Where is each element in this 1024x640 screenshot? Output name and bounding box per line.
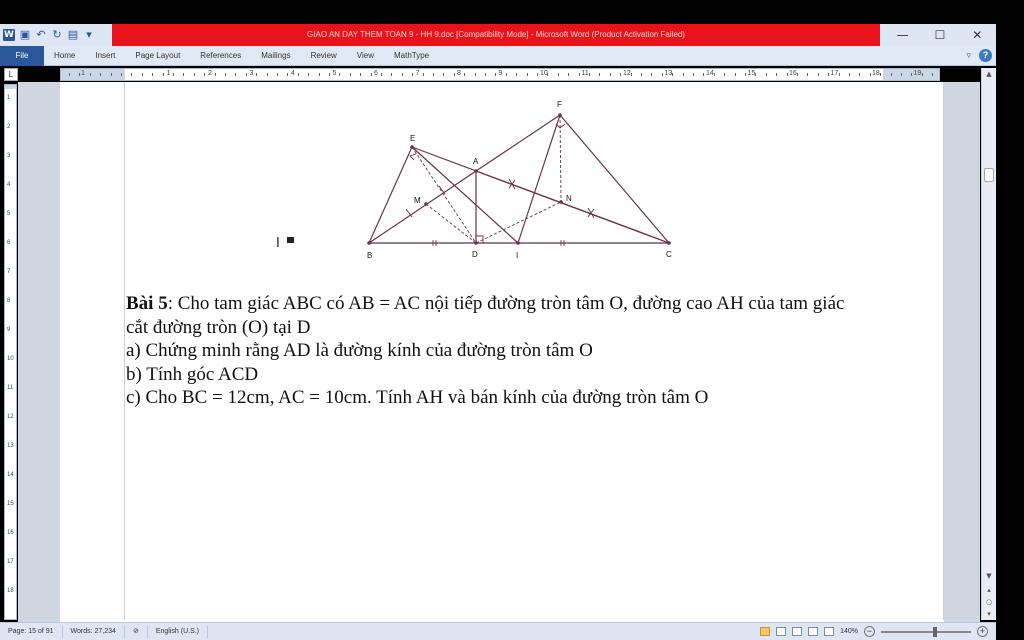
- tab-references[interactable]: References: [200, 50, 242, 60]
- ruler-tick: [215, 73, 216, 76]
- ruler-tick: [599, 73, 600, 76]
- ruler-tick: [246, 73, 247, 76]
- ruler-tick: [256, 73, 257, 76]
- ruler-tick: [787, 73, 788, 76]
- ruler-tick: [506, 73, 507, 76]
- ruler-tick: [485, 73, 486, 76]
- ruler-tick: [527, 73, 528, 76]
- right-angle-e: [410, 154, 416, 160]
- redo-icon[interactable]: ↻: [52, 28, 62, 41]
- vruler-number: 18: [7, 588, 14, 594]
- word-logo-icon[interactable]: W: [4, 30, 14, 40]
- tab-insert[interactable]: Insert: [95, 50, 116, 60]
- tab-view[interactable]: View: [356, 50, 374, 60]
- ruler-number: 17: [830, 70, 839, 77]
- point-d-dot: [474, 241, 478, 245]
- ruler-margin-left: [61, 69, 125, 80]
- tab-mailings[interactable]: Mailings: [261, 50, 291, 60]
- ruler-number: 12: [623, 70, 631, 77]
- minimize-ribbon-icon[interactable]: ▿: [966, 50, 971, 61]
- ruler-tick: [90, 73, 91, 76]
- ruler-tick: [298, 73, 299, 76]
- dash-dn: [476, 202, 561, 243]
- ruler-number: 8: [457, 70, 461, 77]
- zoom-level[interactable]: 140%: [840, 628, 858, 635]
- vruler-number: 6: [7, 240, 11, 246]
- maximize-button[interactable]: ☐: [934, 28, 946, 42]
- tab-selector[interactable]: L: [4, 68, 18, 81]
- ruler-tick: [818, 73, 819, 76]
- vruler-number: 15: [7, 501, 14, 507]
- status-bar: [0, 622, 996, 640]
- ruler-tick: [412, 73, 413, 76]
- ruler-number: 5: [332, 70, 337, 77]
- browse-object-icon[interactable]: ○: [985, 598, 993, 606]
- outline-icon[interactable]: [808, 627, 818, 636]
- save-icon[interactable]: ▣: [19, 28, 31, 41]
- ruler-tick: [901, 73, 902, 76]
- point-m-dot: [424, 202, 428, 206]
- minimize-button[interactable]: —: [896, 28, 909, 42]
- ruler-tick: [922, 73, 923, 76]
- question-a: a) Chứng minh rằng AD là đường kính của đường tròn tâm O: [126, 340, 593, 361]
- vruler-number: 8: [7, 298, 11, 304]
- label-m: M: [414, 196, 421, 205]
- next-page-icon[interactable]: ▾: [987, 610, 991, 618]
- ruler-tick: [402, 73, 403, 76]
- ruler-tick: [142, 73, 143, 76]
- label-b: B: [367, 251, 373, 260]
- ruler-tick: [454, 73, 455, 76]
- ruler-tick: [683, 73, 684, 76]
- ruler-tick: [371, 73, 372, 76]
- ruler-tick: [776, 73, 777, 76]
- ruler-number: 2: [208, 70, 212, 77]
- vruler-number: 1: [7, 95, 11, 101]
- ruler-number: 1: [81, 70, 85, 77]
- full-screen-reading-icon[interactable]: [776, 627, 786, 636]
- tick-ma: [439, 186, 445, 194]
- ruler-tick: [69, 73, 70, 76]
- vruler-number: 4: [7, 182, 11, 188]
- right-black-bar: [996, 24, 1024, 640]
- ruler-tick: [225, 73, 226, 76]
- ruler-tick: [589, 73, 590, 76]
- ruler-tick: [807, 73, 808, 76]
- ruler-tick: [423, 73, 424, 76]
- ruler-tick: [277, 73, 278, 76]
- ruler-tick: [163, 73, 164, 76]
- question-c: c) Cho BC = 12cm, AC = 10cm. Tính AH và bán kính của đường tròn tâm O: [126, 387, 709, 408]
- vruler-number: 12: [7, 414, 14, 420]
- zoom-slider-thumb[interactable]: [933, 627, 937, 637]
- vruler-number: 7: [7, 269, 11, 275]
- ruler-number: 7: [415, 70, 420, 77]
- ruler-tick: [579, 73, 580, 76]
- ruler-tick: [204, 73, 205, 76]
- scroll-down-icon[interactable]: ▼: [986, 572, 992, 580]
- ruler-number: 9: [498, 70, 503, 77]
- draft-icon[interactable]: [824, 627, 834, 636]
- help-icon[interactable]: ?: [979, 49, 992, 62]
- document-text[interactable]: [126, 292, 926, 410]
- ruler-tick: [173, 73, 174, 76]
- problem-statement: : Cho tam giác ABC có AB = AC nội tiếp đường tròn tâm O, đường cao AH của tam giác: [167, 293, 845, 314]
- segment-ec: [412, 147, 669, 243]
- ruler-tick: [433, 73, 434, 76]
- page-count[interactable]: Page: 15 of 91: [0, 626, 63, 638]
- ruler-tick: [766, 73, 767, 76]
- ruler-tick: [610, 73, 611, 76]
- title-bar: [0, 24, 996, 46]
- ruler-tick: [849, 73, 850, 76]
- ruler-tick: [641, 73, 642, 76]
- ruler-tick: [693, 73, 694, 76]
- ruler-number: 18: [872, 70, 880, 77]
- ruler-tick: [839, 73, 840, 76]
- label-c: C: [666, 250, 672, 259]
- ruler-tick: [495, 73, 496, 76]
- page-gutter-left: [18, 82, 60, 622]
- vruler-margin-top: [5, 85, 16, 89]
- window-controls: [884, 24, 996, 46]
- ruler-tick: [464, 73, 465, 76]
- ruler-tick: [880, 73, 881, 76]
- point-n-dot: [559, 200, 563, 204]
- geometry-figure[interactable]: [360, 96, 680, 262]
- point-e-dot: [410, 145, 414, 149]
- vruler-number: 2: [7, 124, 11, 130]
- ruler-tick: [516, 73, 517, 76]
- ruler-tick: [828, 73, 829, 76]
- ruler-tick: [319, 73, 320, 76]
- right-margin-guide: [943, 82, 944, 620]
- scroll-up-icon[interactable]: ▲: [986, 70, 992, 78]
- ruler-tick: [859, 73, 860, 76]
- page-gutter-right: [944, 82, 980, 622]
- ruler-tick: [391, 73, 392, 76]
- ruler-tick: [360, 73, 361, 76]
- top-black-bar: [0, 0, 1024, 24]
- ruler-tick: [339, 73, 340, 76]
- web-layout-icon[interactable]: [792, 627, 802, 636]
- tab-page-layout[interactable]: Page Layout: [135, 50, 181, 60]
- ruler-tick: [870, 73, 871, 76]
- ruler-tick: [537, 73, 538, 76]
- point-i-dot: [516, 241, 520, 245]
- segment-ei: [412, 147, 518, 243]
- ruler-tick: [287, 73, 288, 76]
- ruler-tick: [131, 73, 132, 76]
- ruler-tick: [620, 73, 621, 76]
- point-f-dot: [558, 113, 562, 117]
- ruler-tick: [308, 73, 309, 76]
- ruler-number: 14: [706, 70, 714, 77]
- segment-fi: [518, 115, 560, 243]
- point-a-dot: [474, 169, 478, 173]
- ruler-tick: [911, 73, 912, 76]
- point-c-dot: [667, 241, 671, 245]
- view-zoom-controls: [760, 626, 988, 637]
- cursor-marker-icon: [287, 237, 294, 243]
- label-a: A: [473, 157, 479, 166]
- ruler-tick: [329, 73, 330, 76]
- ruler-number: 15: [747, 70, 756, 77]
- ruler-tick: [381, 73, 382, 76]
- vruler-number: 9: [7, 327, 11, 333]
- print-layout-icon[interactable]: [760, 627, 770, 636]
- label-i: I: [516, 251, 519, 260]
- ruler-tick: [443, 73, 444, 76]
- segment-ba-extended: [476, 115, 560, 171]
- vruler-number: 3: [7, 153, 11, 159]
- close-button[interactable]: ✕: [972, 28, 983, 42]
- vertical-scrollbar[interactable]: [981, 68, 996, 620]
- proofing-icon[interactable]: ⊘: [125, 626, 148, 638]
- zoom-slider[interactable]: [881, 631, 971, 633]
- window-title: GIAO AN DAY THEM TOAN 9 - HH 9.doc [Compatibility Mode] - Microsoft Word (Product Activation Failed): [112, 24, 880, 46]
- ruler-tick: [651, 73, 652, 76]
- scroll-thumb[interactable]: [984, 168, 994, 182]
- ruler-tick: [703, 73, 704, 76]
- ruler-tick: [631, 73, 632, 76]
- problem-label: Bài 5: [126, 293, 168, 314]
- ruler-tick: [267, 73, 268, 76]
- ruler-tick: [932, 73, 933, 76]
- dash-ed: [412, 147, 476, 243]
- text-cursor-icon: I: [276, 236, 280, 251]
- zoom-in-button[interactable]: +: [977, 626, 988, 637]
- dash-md: [426, 204, 476, 243]
- vruler-number: 5: [7, 211, 11, 217]
- ruler-tick: [745, 73, 746, 76]
- customize-qat-icon[interactable]: ▾: [86, 28, 92, 41]
- vruler-number: 10: [7, 356, 14, 362]
- ruler-tick: [100, 73, 101, 76]
- vruler-number: 13: [7, 443, 14, 449]
- ruler-tick: [183, 73, 184, 76]
- vruler-number: 16: [7, 530, 14, 536]
- tab-review[interactable]: Review: [310, 50, 337, 60]
- ruler-number: 3: [249, 70, 254, 77]
- label-e: E: [410, 134, 416, 143]
- ruler-tick: [475, 73, 476, 76]
- ruler-number: 13: [664, 70, 673, 77]
- quick-access-toolbar: [0, 24, 112, 46]
- ruler-number: 4: [291, 70, 295, 77]
- ruler-tick: [235, 73, 236, 76]
- word-count[interactable]: Words: 27,234: [63, 626, 125, 638]
- ruler-tick: [755, 73, 756, 76]
- ruler-tick: [547, 73, 548, 76]
- left-margin-guide: [124, 82, 125, 620]
- ruler-tick: [111, 73, 112, 76]
- ruler-tick: [735, 73, 736, 76]
- ruler-tick: [558, 73, 559, 76]
- ruler-tick: [121, 73, 122, 76]
- ruler-tick: [350, 73, 351, 76]
- segment-fc: [560, 115, 669, 243]
- language-indicator[interactable]: English (U.S.): [148, 626, 208, 638]
- ruler-tick: [662, 73, 663, 76]
- problem-line-1: [126, 292, 926, 316]
- ribbon-right-controls: [966, 49, 992, 62]
- ruler-number: 6: [374, 70, 378, 77]
- label-f: F: [557, 100, 562, 109]
- ruler-tick: [714, 73, 715, 76]
- ruler-tick: [152, 73, 153, 76]
- vruler-number: 11: [7, 385, 14, 391]
- zoom-out-button[interactable]: −: [864, 626, 875, 637]
- ruler-tick: [724, 73, 725, 76]
- ruler-number: 16: [789, 70, 797, 77]
- ruler-number: 1: [166, 70, 171, 77]
- print-preview-icon[interactable]: ▤: [67, 28, 79, 41]
- tab-file[interactable]: File: [0, 46, 44, 66]
- prev-page-icon[interactable]: ▴: [987, 586, 991, 594]
- point-b-dot: [367, 241, 371, 245]
- undo-icon[interactable]: ↶: [36, 28, 46, 41]
- ruler-number: 19: [913, 70, 922, 77]
- ruler-tick: [79, 73, 80, 76]
- ruler-tick: [194, 73, 195, 76]
- vruler-number: 14: [7, 472, 14, 478]
- horizontal-ruler[interactable]: [60, 68, 940, 81]
- ruler-number: 11: [581, 70, 589, 77]
- problem-line-2: cắt đường tròn (O) tại D: [126, 316, 311, 338]
- tab-mathtype[interactable]: MathType: [394, 50, 430, 60]
- label-n: N: [566, 194, 572, 203]
- label-d: D: [472, 250, 478, 259]
- vruler-number: 17: [7, 559, 14, 565]
- ruler-number: 10: [540, 70, 548, 77]
- tab-home[interactable]: Home: [54, 50, 76, 60]
- question-b: b) Tính góc ACD: [126, 363, 259, 385]
- ruler-tick: [891, 73, 892, 76]
- ruler-tick: [568, 73, 569, 76]
- ruler-tick: [672, 73, 673, 76]
- ruler-tick: [797, 73, 798, 76]
- vertical-ruler[interactable]: [4, 84, 17, 620]
- ribbon-tabs: [0, 46, 996, 66]
